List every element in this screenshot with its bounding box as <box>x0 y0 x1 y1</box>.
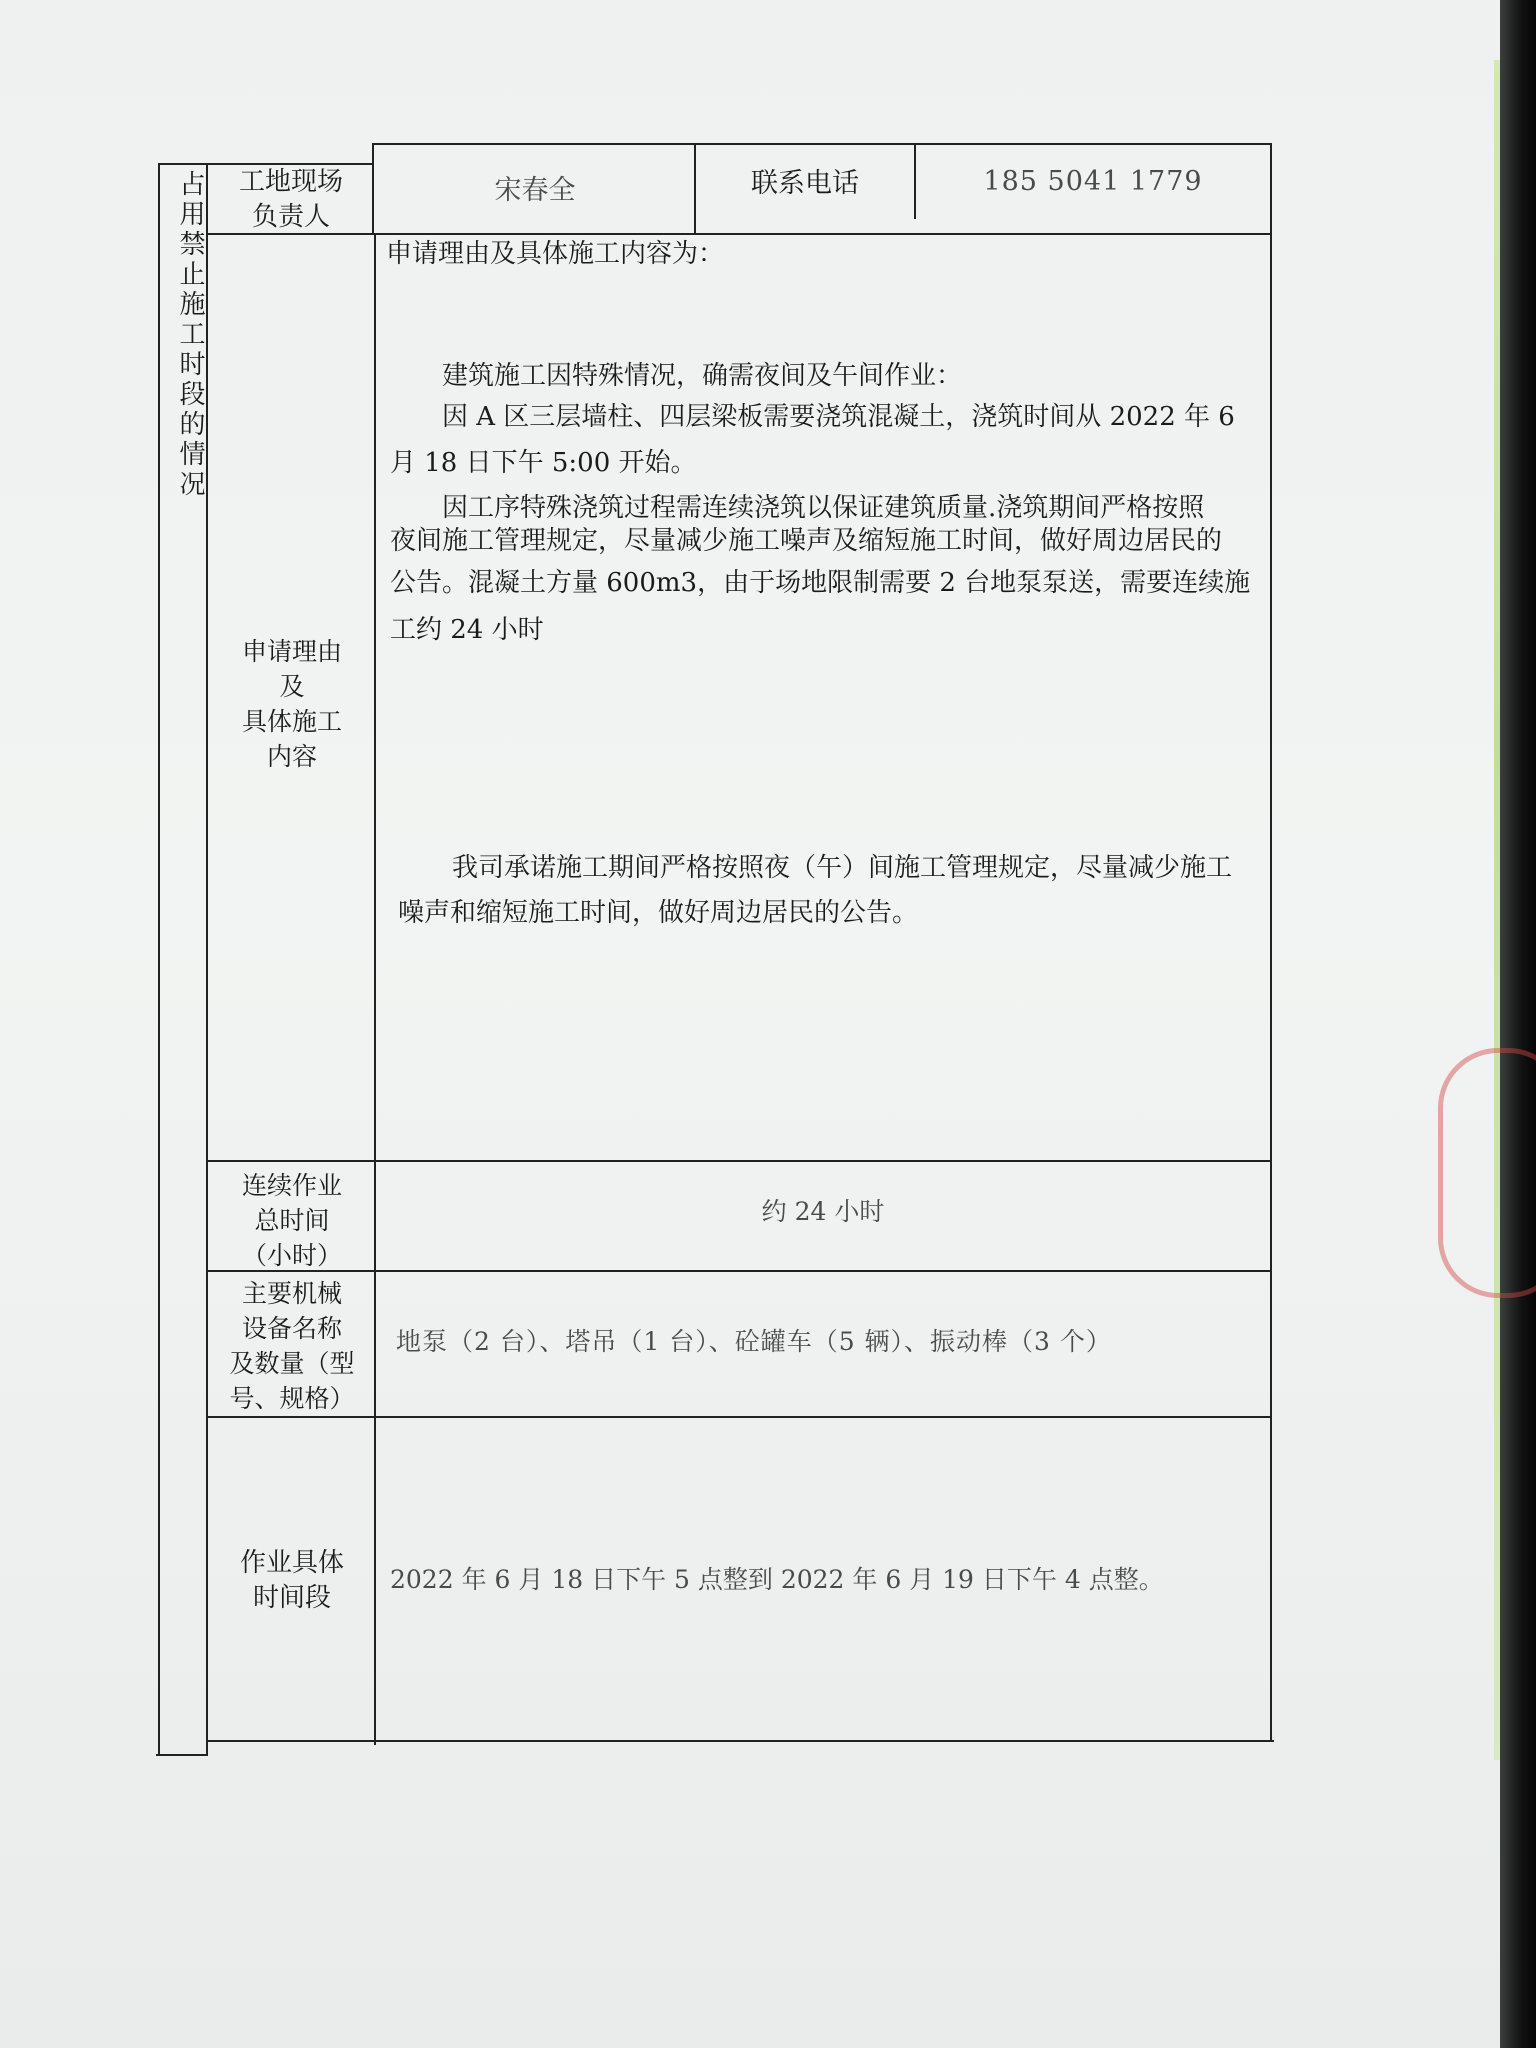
equipment-value: 地泵（2 台）、塔吊（1 台）、砼罐车（5 辆）、振动棒（3 个） <box>396 1327 1112 1356</box>
side-label: 占用禁止施工时段的情况 <box>175 170 205 500</box>
phone-label: 联系电话 <box>751 168 859 199</box>
reason-paragraph-2-line-2: 月 18 日下午 5:00 开始。 <box>390 448 697 478</box>
reason-paragraph-3-line-2: 夜间施工管理规定，尽量减少施工噪声及缩短施工时间，做好周边居民的 <box>390 526 1223 556</box>
promise-line-2: 噪声和缩短施工时间，做好周边居民的公告。 <box>398 898 919 928</box>
duration-value: 约 24 小时 <box>761 1197 885 1226</box>
reason-paragraph-3-line-3: 公告。混凝土方量 600m3，由于场地限制需要 2 台地泵泵送，需要连续施 <box>390 568 1251 598</box>
reason-paragraph-1: 建筑施工因特殊情况，确需夜间及午间作业： <box>442 361 963 391</box>
reason-paragraph-2-line-1: 因 A 区三层墙柱、四层梁板需要浇筑混凝土，浇筑时间从 2022 年 6 <box>442 402 1235 432</box>
period-value: 2022 年 6 月 18 日下午 5 点整到 2022 年 6 月 19 日下午 4 点整。 <box>390 1565 1164 1594</box>
reason-label: 申请理由 及 具体施工 内容 <box>241 637 342 771</box>
period-label: 作业具体 时间段 <box>239 1548 344 1613</box>
reason-paragraph-3-line-1: 因工序特殊浇筑过程需连续浇筑以保证建筑质量.浇筑期间严格按照 <box>442 493 1205 523</box>
promise-line-1: 我司承诺施工期间严格按照夜（午）间施工管理规定，尽量减少施工 <box>452 853 1233 883</box>
red-seal-stamp <box>1438 1048 1536 1298</box>
duration-label: 连续作业 总时间 （小时） <box>241 1171 342 1270</box>
equipment-label: 主要机械 设备名称 及数量（型 号、规格） <box>229 1279 355 1413</box>
reason-paragraph-3-line-4: 工约 24 小时 <box>390 615 544 645</box>
phone-value: 185 5041 1779 <box>983 166 1203 197</box>
site-manager-name: 宋春全 <box>494 175 576 206</box>
site-manager-label: 工地现场 负责人 <box>238 167 343 232</box>
reason-heading: 申请理由及具体施工内容为： <box>386 239 725 269</box>
scan-background-edge <box>1500 0 1536 2048</box>
